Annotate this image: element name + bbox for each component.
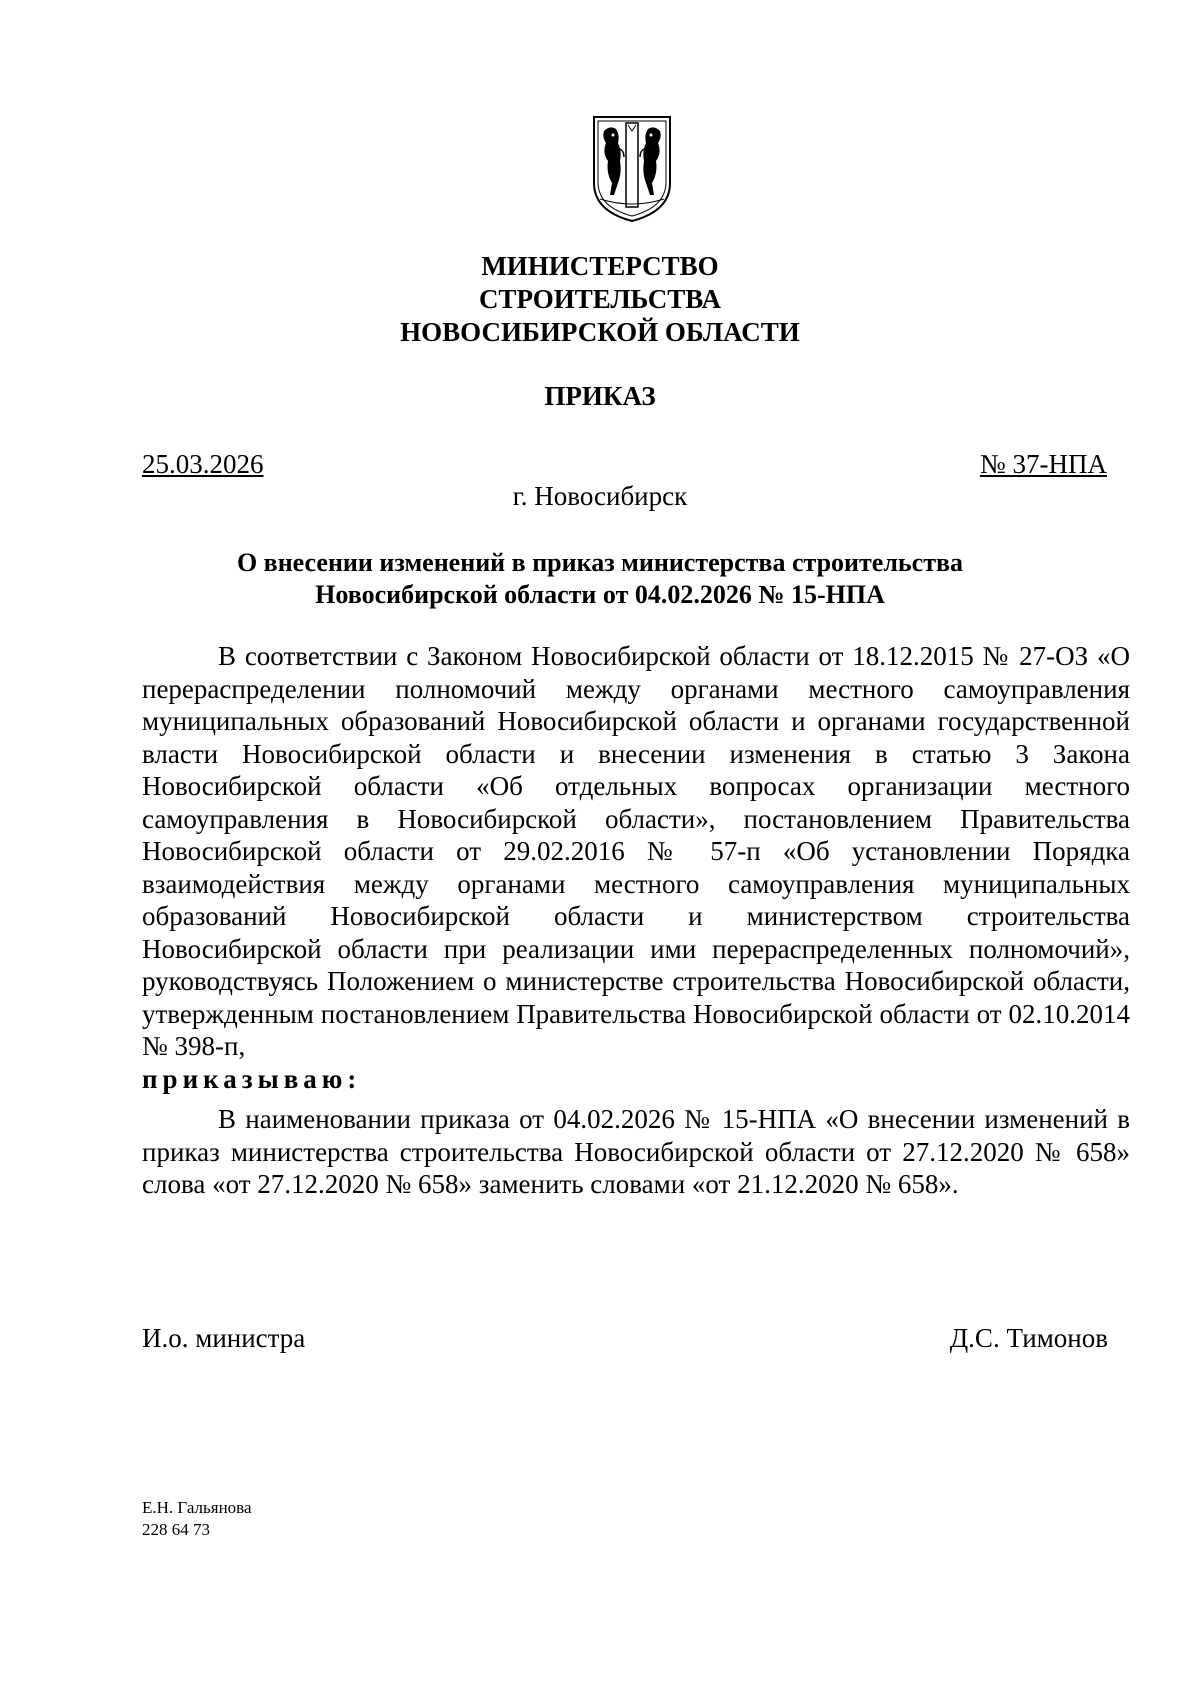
- ministry-line-2: СТРОИТЕЛЬСТВА: [478, 284, 722, 314]
- signatory-title: И.о. министра: [142, 1323, 306, 1353]
- ministry-line-1: МИНИСТЕРСТВО: [481, 251, 719, 281]
- document-type: ПРИКАЗ: [544, 381, 656, 411]
- coat-of-arms-icon: [590, 113, 674, 225]
- executor-name: Е.Н. Гальянова: [142, 1498, 252, 1517]
- document-subject: [0, 547, 1200, 611]
- operative-block: [142, 1103, 1130, 1201]
- document-number: № 37-НПА: [980, 449, 1107, 479]
- operative-paragraph: В наименовании приказа от 04.02.2026 № 15-НПА «О внесении изменений в приказ министерства строительства Новосибирской области от 27.12.2020 № 658» слова «от 27.12.2020 № 658» заменить словами «от 21.12.2020 № 658».: [142, 1104, 1130, 1199]
- document-city: г. Новосибирск: [512, 481, 688, 511]
- signatory-name: Д.С. Тимонов: [949, 1323, 1108, 1353]
- ministry-name: [0, 250, 1200, 349]
- executor-phone: 228 64 73: [142, 1520, 210, 1539]
- subject-line-1: О внесении изменений в приказ министерства строительства: [236, 548, 964, 577]
- document-date: 25.03.2026: [142, 449, 264, 479]
- decree-word: приказываю:: [142, 1063, 362, 1094]
- preamble-block: [142, 640, 1130, 1095]
- ministry-line-3: НОВОСИБИРСКОЙ ОБЛАСТИ: [400, 317, 800, 347]
- executor-info: [142, 1497, 252, 1541]
- subject-line-2: Новосибирской области от 04.02.2026 № 15-НПА: [315, 580, 885, 609]
- preamble-paragraph: В соответствии с Законом Новосибирской области от 18.12.2015 № 27-ОЗ «О перераспределении полномочий между органами местного самоуправления муниципальных образований Новосибирской области и органами государственной власти Новосибирской области и внесении изменения в статью 3 Закона Новосибирской области «Об отдельных вопросах организации местного самоуправления в Новосибирской области», постановлением Правительства Новосибирской области от 29.02.2016 № 57-п «Об установлении Порядка взаимодействия между органами местного самоуправления муниципальных образований Новосибирской области и министерством строительства Новосибирской области при реализации ими перераспределенных полномочий», руководствуясь Положением о министерстве строительства Новосибирской области, утвержденным постановлением Правительства Новосибирской области от 02.10.2014 № 398-п,: [142, 641, 1130, 1061]
